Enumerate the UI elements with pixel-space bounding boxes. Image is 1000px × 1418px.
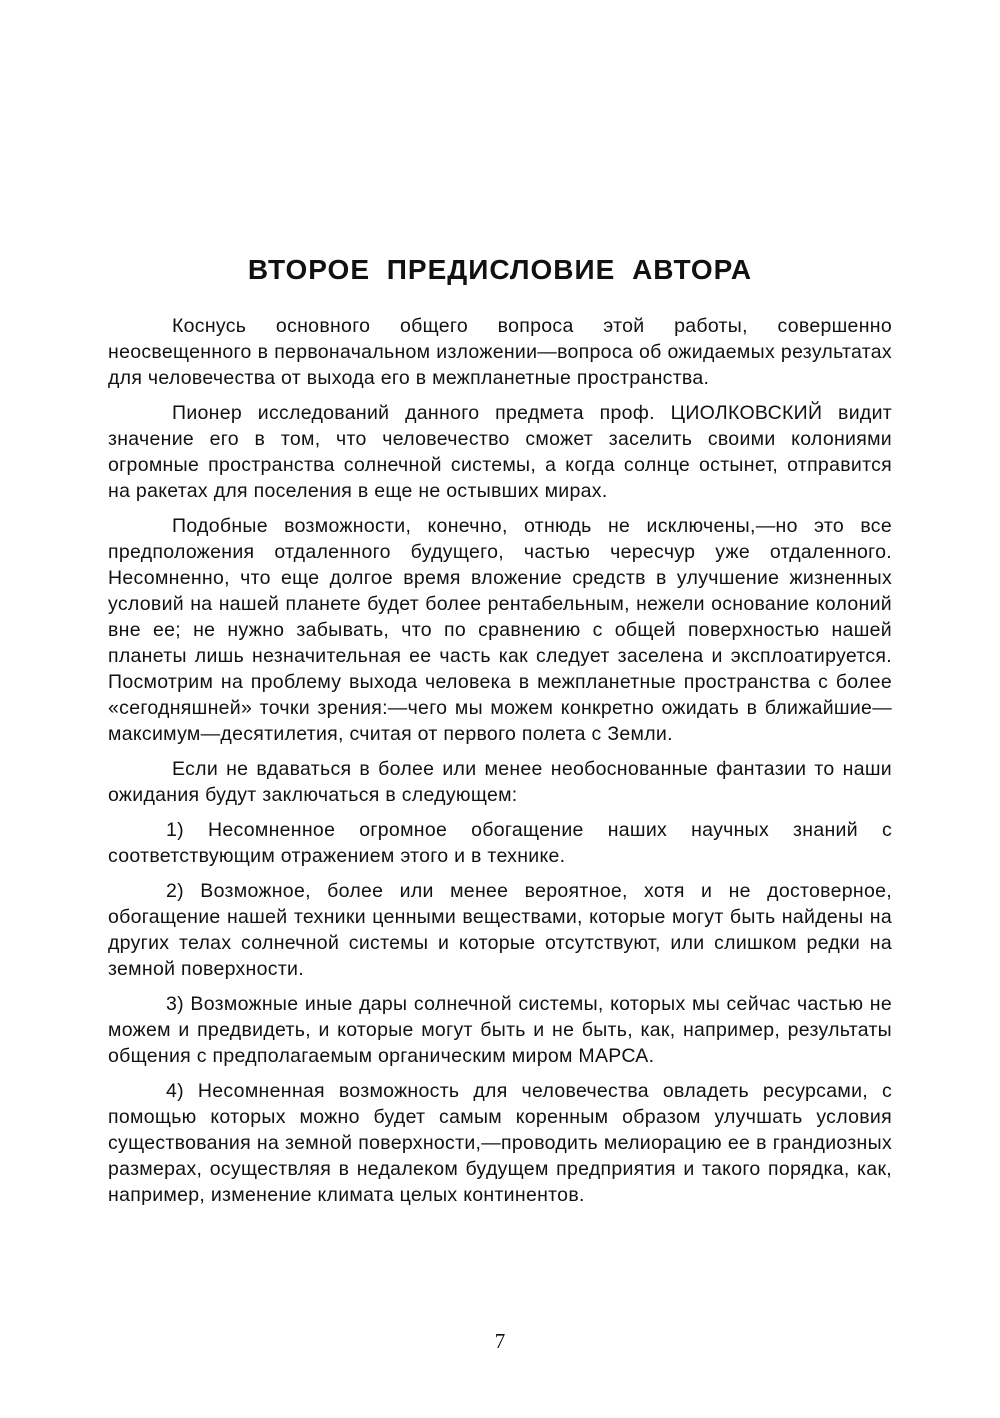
list-item-2: 2) Возможное, более или менее вероятное, хотя и не достоверное, обогащение нашей техники ценными веществами, которые могут быть найдены на других телах солнечной системы и которые отсутствуют, или слишком редки на земной поверхности. <box>108 880 892 980</box>
paragraph-tsiolkovsky: Пионер исследований данного предмета проф. ЦИОЛКОВСКИЙ видит значение его в том, что человечество сможет заселить своими колониями огромные пространства солнечной системы, а когда солнце остынет, отправится на ракетах для поселения в еще не остывших мирах. <box>108 402 892 502</box>
body-text <box>108 313 892 1217</box>
paragraph-possibilities: Подобные возможности, конечно, отнюдь не исключены,—но это все предположения отдаленного будущего, частью чересчур уже отдаленного. Несомненно, что еще долгое время вложение средств в улучшение жизненных условий на нашей планете будет более рентабельным, нежели основание колоний вне ее; не нужно забывать, что по сравнению с общей поверхностью нашей планеты лишь незначительная ее часть как следует заселена и эксплоатируется. Посмотрим на проблему выхода человека в межпланетные пространства с более «сегодняшней» точки зрения:—чего мы можем конкретно ожидать в ближайшие—максимум—десятилетия, считая от первого полета с Земли. <box>108 515 892 745</box>
paragraph-intro: Коснусь основного общего вопроса этой работы, совершенно неосвещенного в первоначальном изложении—вопроса об ожидаемых результатах для человечества от выхода его в межпланетные пространства. <box>108 315 892 389</box>
paragraph-expectations: Если не вдаваться в более или менее необоснованные фантазии то наши ожидания будут заключаться в следующем: <box>108 758 892 806</box>
list-item-3: 3) Возможные иные дары солнечной системы, которых мы сейчас частью не можем и предвидеть, и которые могут быть и не быть, как, например, результаты общения с предполагаемым органическим миром МАРСА. <box>108 993 892 1067</box>
list-item-4: 4) Несомненная возможность для человечества овладеть ресурсами, с помощью которых можно будет самым коренным образом улучшать условия существования на земной поверхности,—проводить мелиорацию ее в грандиозных размерах, осуществляя в недалеком будущем предприятия и такого порядка, как, например, изменение климата целых континентов. <box>108 1080 892 1206</box>
chapter-title: ВТОРОЕ ПРЕДИСЛОВИЕ АВТОРА <box>247 254 753 285</box>
list-item-1: 1) Несомненное огромное обогащение наших научных знаний с соответствующим отражением этого и в технике. <box>108 819 892 867</box>
page-number: 7 <box>494 1329 506 1353</box>
